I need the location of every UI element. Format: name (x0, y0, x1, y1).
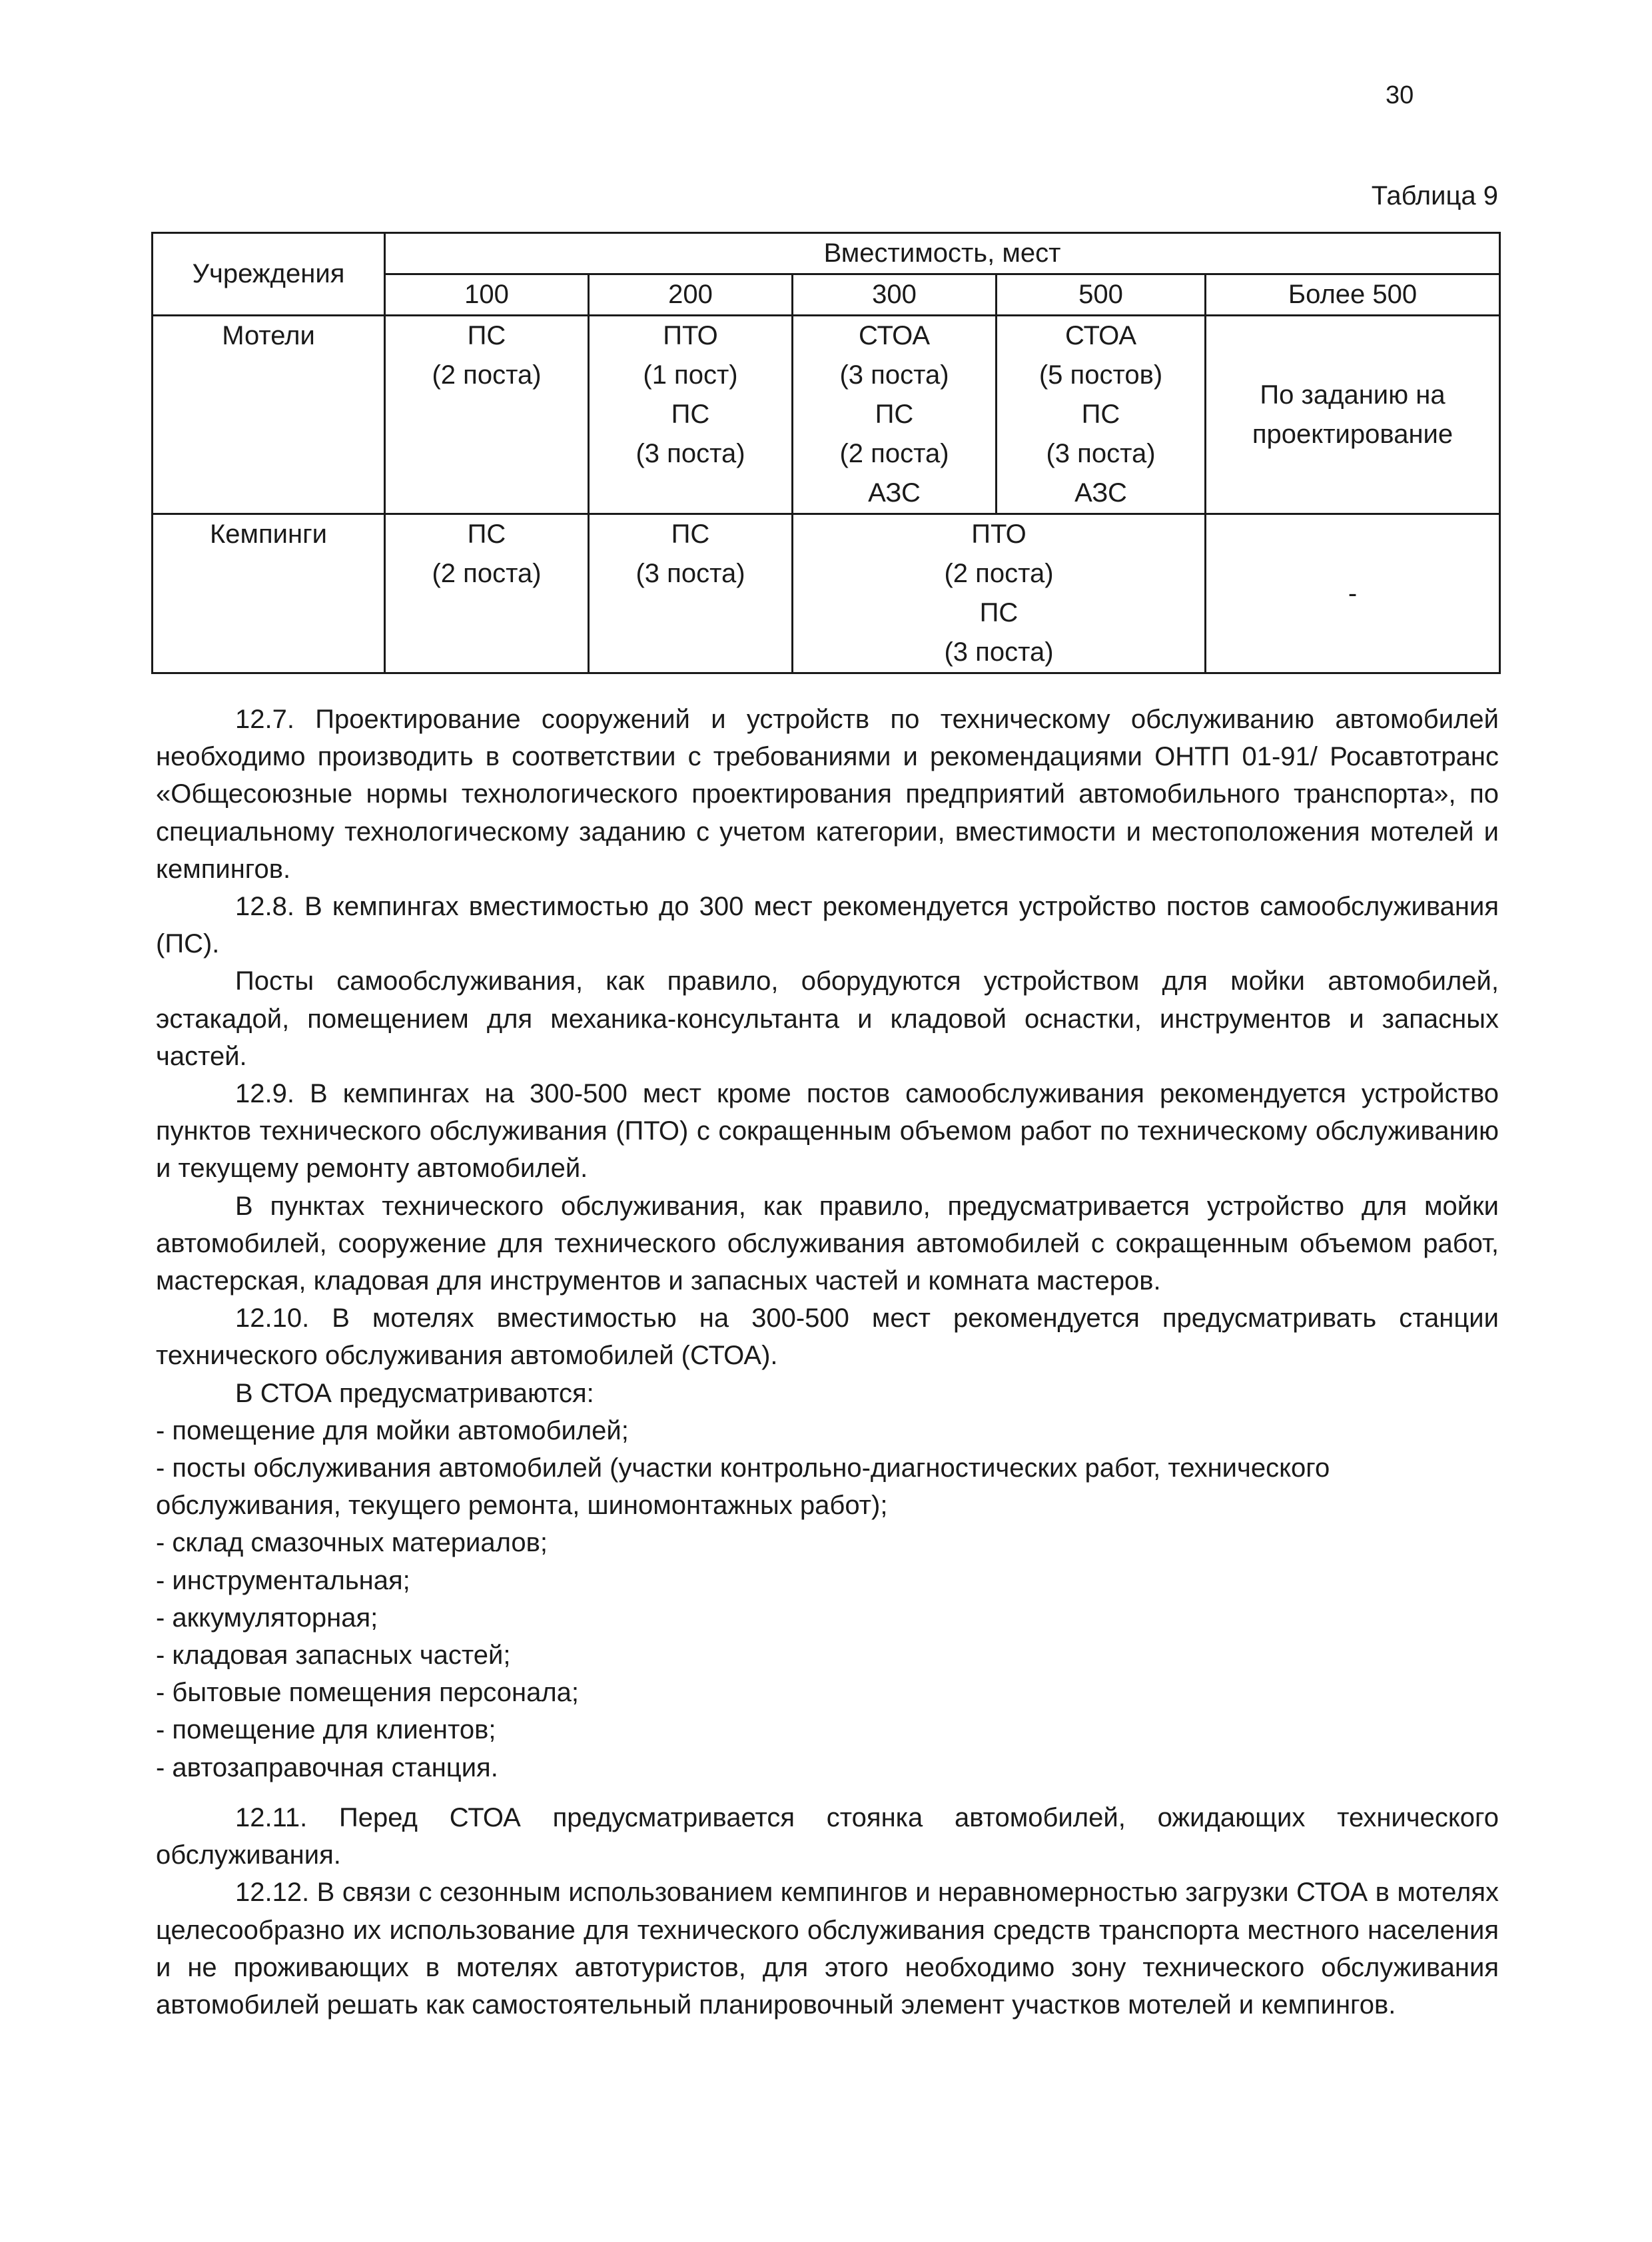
cell-motels-500 (997, 316, 1206, 514)
page-number: 30 (1386, 81, 1414, 109)
cell-line: проектирование (1252, 419, 1453, 449)
header-capacity: Вместимость, мест (385, 233, 1500, 274)
cell-motels-100 (385, 316, 589, 514)
stoa-list (156, 1412, 1499, 1786)
header-col-more-500: Более 500 (1206, 274, 1500, 316)
cell-line: АЗС (868, 478, 921, 508)
list-item: - аккумуляторная; (156, 1603, 378, 1633)
list-item: - бытовые помещения персонала; (156, 1678, 580, 1708)
body-text (156, 701, 1499, 2024)
cell-line: ПС (467, 321, 506, 350)
cell-line: (2 поста) (944, 559, 1054, 588)
table-row-campings (153, 514, 1500, 673)
cell-line: (2 поста) (432, 360, 542, 390)
cell-line: - (1348, 578, 1358, 608)
table-row-motels (153, 316, 1500, 514)
paragraph-12-10-intro: В СТОА предусматриваются: (235, 1378, 594, 1408)
table-caption: Таблица 9 (1371, 181, 1498, 210)
list-item: - склад смазочных материалов; (156, 1528, 548, 1558)
paragraph-12-11: 12.11. Перед СТОА предусматривается стоянка автомобилей, ожидающих технического обслуживания. (156, 1802, 1499, 1870)
cell-campings-more-500 (1206, 514, 1500, 673)
cell-motels-300 (793, 316, 997, 514)
header-institutions: Учреждения (153, 233, 385, 316)
header-col-200: 200 (589, 274, 793, 316)
list-item: - помещение для клиентов; (156, 1715, 496, 1745)
paragraph-12-8-detail: Посты самообслуживания, как правило, оборудуются устройством для мойки автомобилей, эстакадой, помещением для механика-консультанта и кладовой оснастки, инструментов и запасных частей. (156, 966, 1499, 1071)
cell-campings-100 (385, 514, 589, 673)
cell-campings-300-500 (793, 514, 1206, 673)
cell-line: (5 постов) (1038, 360, 1163, 390)
cell-line: (3 поста) (1046, 439, 1156, 468)
cell-line: (3 поста) (635, 439, 745, 468)
cell-line: АЗС (1074, 478, 1127, 508)
paragraph-12-12: 12.12. В связи с сезонным использованием кемпингов и неравномерностью загрузки СТОА в мотелях целесообразно их использование для технического обслуживания средств транспорта местного населения и не проживающих в мотелях автотуристов, для этого необходимо зону технического обслуживания автомобилей решать как самостоятельный планировочный элемент участков мотелей и кемпингов. (156, 1878, 1499, 2020)
cell-line: ПТО (971, 520, 1027, 549)
cell-line: ПС (671, 400, 710, 429)
cell-line: (3 поста) (839, 360, 949, 390)
paragraph-12-9-detail: В пунктах технического обслуживания, как правило, предусматривается устройство для мойки автомобилей, сооружение для технического обслуживания автомобилей с сокращенным объемом работ, мастерская, кладовая для инструментов и запасных частей и комната мастеров. (156, 1191, 1499, 1296)
cell-campings-200 (589, 514, 793, 673)
list-item: - автозаправочная станция. (156, 1752, 498, 1782)
header-col-100: 100 (385, 274, 589, 316)
cell-line: ПС (467, 520, 506, 549)
paragraph-12-10: 12.10. В мотелях вместимостью на 300-500 мест рекомендуется предусматривать станции технического обслуживания автомобилей (СТОА). (156, 1304, 1499, 1371)
header-col-500: 500 (997, 274, 1206, 316)
paragraph-12-8: 12.8. В кемпингах вместимостью до 300 мест рекомендуется устройство постов самообслуживания (ПС). (156, 892, 1499, 959)
cell-line: ПС (979, 598, 1019, 627)
cell-motels-more-500 (1206, 316, 1500, 514)
cell-line: СТОА (1064, 321, 1137, 350)
paragraph-12-9: 12.9. В кемпингах на 300-500 мест кроме постов самообслуживания рекомендуется устройство пунктов технического обслуживания (ПТО) с сокращенным объемом работ по техническому обслуживанию и текущему ремонту автомобилей. (156, 1079, 1499, 1184)
row-label-campings: Кемпинги (153, 514, 385, 673)
list-item: - помещение для мойки автомобилей; (156, 1415, 629, 1445)
capacity-table (151, 232, 1501, 674)
list-item: - кладовая запасных частей; (156, 1641, 511, 1671)
cell-line: (3 поста) (635, 559, 745, 588)
cell-line: ПС (671, 520, 710, 549)
cell-line: (2 поста) (432, 559, 542, 588)
row-label-motels: Мотели (153, 316, 385, 514)
cell-line: (1 пост) (643, 360, 738, 390)
cell-line: ПТО (663, 321, 718, 350)
cell-line: (3 поста) (944, 637, 1054, 667)
cell-line: По заданию на (1260, 380, 1446, 410)
list-item: - инструментальная; (156, 1565, 410, 1595)
list-item: - посты обслуживания автомобилей (участки контрольно-диагностических работ, технического обслуживания, текущего ремонта, шиномонтажных работ); (156, 1453, 1330, 1521)
cell-line: ПС (1081, 400, 1120, 429)
cell-motels-200 (589, 316, 793, 514)
cell-line: ПС (875, 400, 914, 429)
header-col-300: 300 (793, 274, 997, 316)
paragraph-12-7: 12.7. Проектирование сооружений и устройств по техническому обслуживанию автомобилей необходимо производить в соответствии с требованиями и рекомендациями ОНТП 01-91/ Росавтотранс «Общесоюзные нормы технологического проектирования предприятий автомобильного транспорта», по специальному технологическому заданию с учетом категории, вместимости и местоположения мотелей и кемпингов. (156, 705, 1499, 884)
cell-line: СТОА (858, 321, 931, 350)
cell-line: (2 поста) (839, 439, 949, 468)
